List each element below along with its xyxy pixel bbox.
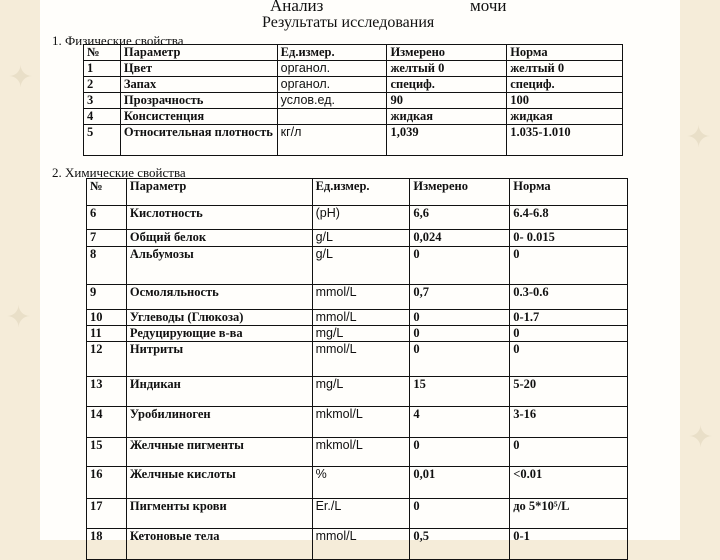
- table-cell: mmol/L: [312, 529, 410, 560]
- table-cell: Уробилиноген: [126, 407, 312, 438]
- table-cell: mmol/L: [312, 285, 410, 310]
- table-cell: 0,7: [410, 285, 510, 310]
- table-cell: 5-20: [510, 377, 628, 407]
- header-cell: Норма: [510, 179, 628, 206]
- table-cell: 11: [87, 326, 127, 342]
- table-row: [87, 407, 628, 438]
- table-cell: Углеводы (Глюкоза): [126, 310, 312, 326]
- table-row: [84, 93, 623, 109]
- table-cell: 3: [84, 93, 121, 109]
- table-cell: 15: [87, 438, 127, 467]
- document-page: [40, 0, 680, 543]
- table-cell: желтый 0: [387, 61, 507, 77]
- header-cell: Параметр: [126, 179, 312, 206]
- table-cell: желтый 0: [507, 61, 623, 77]
- table-cell: 15: [410, 377, 510, 407]
- table-row: [87, 438, 628, 467]
- table-cell: Запах: [120, 77, 277, 93]
- table-cell: 0-1: [510, 529, 628, 560]
- header-cell: №: [84, 45, 121, 61]
- table-cell: Альбумозы: [126, 247, 312, 285]
- table-cell: 90: [387, 93, 507, 109]
- table-row: [84, 125, 623, 156]
- table-cell: Пигменты крови: [126, 499, 312, 529]
- table-cell: [277, 109, 387, 125]
- section1-title: 1. Физические свойства: [52, 33, 184, 48]
- table-row: [87, 326, 628, 342]
- table-cell: Кислотность: [126, 206, 312, 230]
- header-cell: Норма: [507, 45, 623, 61]
- table-cell: 3-16: [510, 407, 628, 438]
- table-cell: 8: [87, 247, 127, 285]
- table-cell: 9: [87, 285, 127, 310]
- table-cell: Общий белок: [126, 230, 312, 247]
- table-row: [87, 529, 628, 560]
- table-cell: Желчные пигменты: [126, 438, 312, 467]
- table-cell: mg/L: [312, 377, 410, 407]
- table-cell: 100: [507, 93, 623, 109]
- table-header-row: [87, 179, 628, 206]
- table-cell: <0.01: [510, 467, 628, 499]
- table-cell: 4: [84, 109, 121, 125]
- table-cell: mmol/L: [312, 310, 410, 326]
- table-cell: Консистенция: [120, 109, 277, 125]
- table-cell: Относительная плотность: [120, 125, 277, 156]
- table-cell: 0: [510, 438, 628, 467]
- table-row: [87, 247, 628, 285]
- header-cell: №: [87, 179, 127, 206]
- header-cell: Ед.измер.: [277, 45, 387, 61]
- table-cell: до 5*10⁵/L: [510, 499, 628, 529]
- table-cell: mkmol/L: [312, 438, 410, 467]
- doc-title-left: Анализ: [270, 0, 324, 15]
- doc-title-right: мочи: [470, 0, 507, 15]
- table-cell: Прозрачность: [120, 93, 277, 109]
- table-cell: 0: [410, 326, 510, 342]
- table-cell: Нитриты: [126, 342, 312, 377]
- table-cell: Осмоляльность: [126, 285, 312, 310]
- table-cell: %: [312, 467, 410, 499]
- table-cell: 13: [87, 377, 127, 407]
- chemical-properties-table: [86, 178, 628, 560]
- table-cell: (pH): [312, 206, 410, 230]
- table-cell: 7: [87, 230, 127, 247]
- header-cell: Измерено: [410, 179, 510, 206]
- table-header-row: [84, 45, 623, 61]
- table-row: [84, 77, 623, 93]
- table-cell: органол.: [277, 77, 387, 93]
- table-row: [87, 342, 628, 377]
- table-cell: Редуцирующие в-ва: [126, 326, 312, 342]
- table-cell: 0-1.7: [510, 310, 628, 326]
- table-row: [87, 230, 628, 247]
- table-cell: 0: [410, 247, 510, 285]
- table-cell: 0,5: [410, 529, 510, 560]
- table-row: [84, 109, 623, 125]
- table-row: [84, 61, 623, 77]
- table-cell: 0,024: [410, 230, 510, 247]
- table-row: [87, 206, 628, 230]
- table-cell: g/L: [312, 230, 410, 247]
- table-row: [87, 285, 628, 310]
- header-cell: Ед.измер.: [312, 179, 410, 206]
- table-cell: 0: [510, 247, 628, 285]
- table-row: [87, 467, 628, 499]
- table-cell: mmol/L: [312, 342, 410, 377]
- table-cell: 1.035-1.010: [507, 125, 623, 156]
- table-cell: жидкая: [387, 109, 507, 125]
- table-cell: 0: [510, 342, 628, 377]
- table-cell: 2: [84, 77, 121, 93]
- table-cell: 1: [84, 61, 121, 77]
- table-row: [87, 310, 628, 326]
- table-cell: 5: [84, 125, 121, 156]
- table-cell: 10: [87, 310, 127, 326]
- table-cell: Кетоновые тела: [126, 529, 312, 560]
- table-cell: жидкая: [507, 109, 623, 125]
- table-cell: g/L: [312, 247, 410, 285]
- table-cell: 0: [410, 499, 510, 529]
- table-cell: Er./L: [312, 499, 410, 529]
- table-cell: 0: [410, 342, 510, 377]
- table-row: [87, 377, 628, 407]
- table-cell: 0: [410, 438, 510, 467]
- table-cell: специф.: [387, 77, 507, 93]
- table-cell: 12: [87, 342, 127, 377]
- table-cell: 6.4-6.8: [510, 206, 628, 230]
- table-cell: Цвет: [120, 61, 277, 77]
- section2-title: 2. Химические свойства: [52, 165, 186, 180]
- table-cell: кг/л: [277, 125, 387, 156]
- table-cell: специф.: [507, 77, 623, 93]
- table-cell: 0- 0.015: [510, 230, 628, 247]
- table-cell: 6,6: [410, 206, 510, 230]
- table-cell: 0.3-0.6: [510, 285, 628, 310]
- table-cell: 14: [87, 407, 127, 438]
- table-cell: 18: [87, 529, 127, 560]
- header-cell: Измерено: [387, 45, 507, 61]
- table-cell: 6: [87, 206, 127, 230]
- doc-subtitle: Результаты исследования: [262, 14, 435, 31]
- table-row: [87, 499, 628, 529]
- table-cell: mg/L: [312, 326, 410, 342]
- table-cell: 4: [410, 407, 510, 438]
- table-cell: органол.: [277, 61, 387, 77]
- table-cell: mkmol/L: [312, 407, 410, 438]
- table-cell: 16: [87, 467, 127, 499]
- physical-properties-table: [83, 44, 623, 156]
- table-cell: услов.ед.: [277, 93, 387, 109]
- table-cell: 17: [87, 499, 127, 529]
- table-cell: 0: [510, 326, 628, 342]
- header-cell: Параметр: [120, 45, 277, 61]
- table-cell: Индикан: [126, 377, 312, 407]
- table-cell: Желчные кислоты: [126, 467, 312, 499]
- table-cell: 1,039: [387, 125, 507, 156]
- table-cell: 0,01: [410, 467, 510, 499]
- table-cell: 0: [410, 310, 510, 326]
